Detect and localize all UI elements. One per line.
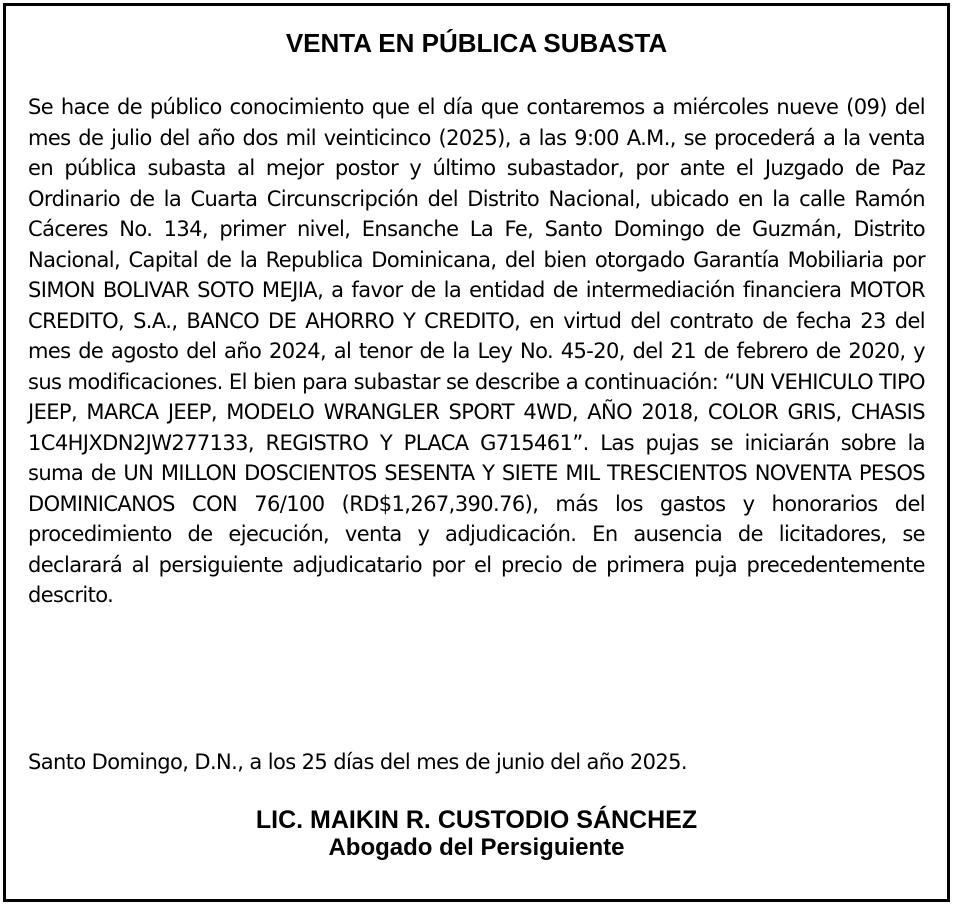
notice-closing: Santo Domingo, D.N., a los 25 días del mes de junio del año 2025. (28, 750, 687, 774)
notice-title: VENTA EN PÚBLICA SUBASTA (285, 28, 668, 58)
signature-role: Abogado del Persiguiente (328, 834, 625, 861)
notice-body: Se hace de público conocimiento que el día que contaremos a miércoles nueve (09) del mes de julio del año dos mil veinticinco (2025), a las 9:00 A.M., se procederá a la venta en pública subasta al mejor postor y último subastador, por ante el Juzgado de Paz Ordinario de la Cuarta Circunscripción del Distrito Nacional, ubicado en la calle Ramón Cáceres No. 134, primer nivel, Ensanche La Fe, Santo Domingo de Guzmán, Distrito Nacional, Capital de la Republica Dominicana, del bien otorgado Garantía Mobiliaria por SIMON BOLIVAR SOTO MEJIA, a favor de la entidad de intermediación financiera MOTOR CREDITO, S.A., BANCO DE AHORRO Y CREDITO, en virtud del contrato de fecha 23 del mes de agosto del año 2024, al tenor de la Ley No. 45-20, del 21 de febrero de 2020, y sus modificaciones. El bien para subastar se describe a continuación: “UN VEHICULO TIPO JEEP, MARCA JEEP, MODELO WRANGLER SPORT 4WD, AÑO 2018, COLOR GRIS, CHASIS 1C4HJXDN2JW277133, REGISTRO Y PLACA G715461”. Las pujas se iniciarán sobre la suma de UN MILLON DOSCIENTOS SESENTA Y SIETE MIL TRESCIENTOS NOVENTA PESOS DOMINICANOS CON 76/100 (RD$1,267,390.76), más los gastos y honorarios del procedimiento de ejecución, venta y adjudicación. En ausencia de licitadores, se declarará al persiguiente adjudicatario por el precio de primera puja precedentemente descrito. (28, 95, 925, 607)
legal-notice (3, 3, 950, 902)
signature-name: LIC. MAIKIN R. CUSTODIO SÁNCHEZ (255, 806, 698, 834)
signature-block (6, 806, 947, 862)
